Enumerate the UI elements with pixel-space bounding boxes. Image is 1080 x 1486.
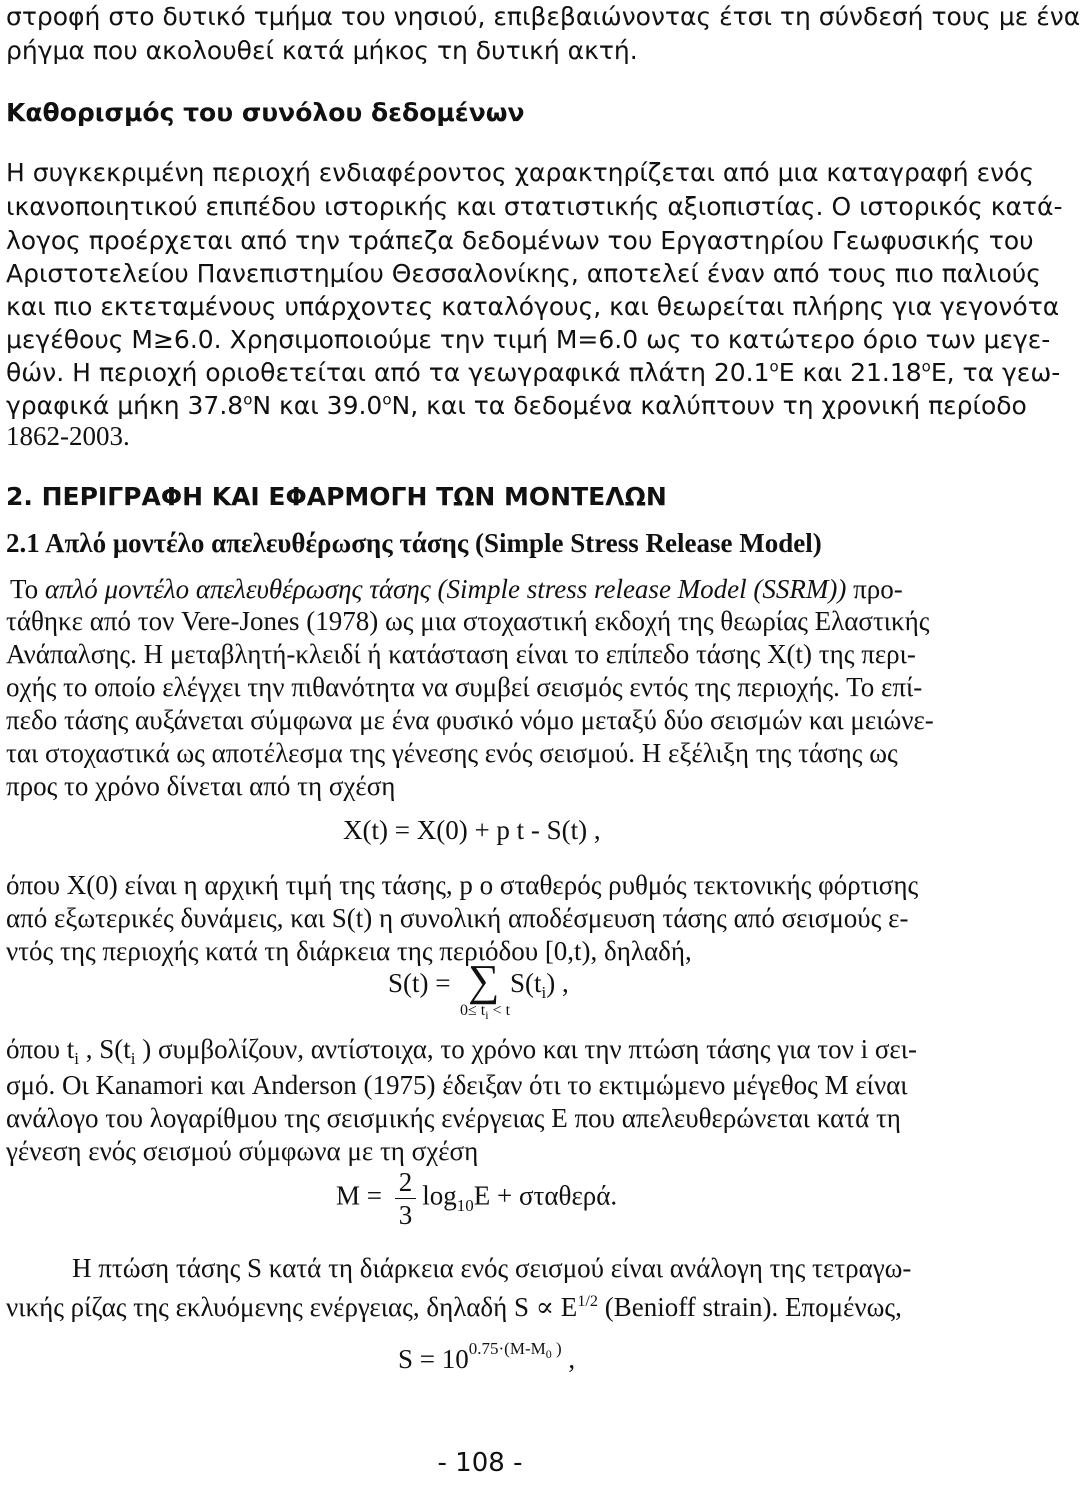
text-line: τάθηκε από τον Vere-Jones (1978) ως μια στοχαστική εκδοχή της θεωρίας Ελαστικής [6,606,930,636]
text-line: Η συγκεκριμένη περιοχή ενδιαφέροντος χαρακτηρίζεται από μια καταγραφή ενός [6,158,1035,187]
text-line: Το απλό μοντέλο απελευθέρωσης τάσης (Simple stress release Model (SSRM)) προ- [10,574,903,604]
text-line: Η πτώση τάσης S κατά τη διάρκεια ενός σεισμού είναι ανάλογη της τετραγω- [72,1253,912,1283]
text-line: μεγέθους M≥6.0. Χρησιμοποιούμε την τιμή M=6.0 ως το κατώτερο όριο των μεγε- [6,325,1051,354]
text-line: Ανάπαλσης. Η μεταβλητή-κλειδί ή κατάσταση είναι το επίπεδο τάσης X(t) της περι- [6,639,916,669]
equation-stress-evolution: X(t) = X(0) + p t - S(t) , [343,815,601,845]
equation-stress-drop: $S = 10^{0.75\cdot(M-M_0 )}$ , [398,1339,576,1374]
text-line: και πιο εκτεταμένους υπάρχοντες καταλόγους, και θεωρείται πλήρης για γεγονότα [6,292,1060,321]
text-line: όπου X(0) είναι η αρχική τιμή της τάσης, p ο σταθερός ρυθμός τεκτονικής φόρτισης [6,870,919,900]
text-line: 1862-2003. [6,421,130,451]
page-number: - 108 - [437,1448,523,1478]
text-line: οχής το οποίο ελέγχει την πιθανότητα να συμβεί σεισμός εντός της περιοχής. Το επί- [6,672,923,702]
text-line: ανάλογο του λογαρίθμου της σεισμικής ενέργειας E που απελευθερώνεται κατά τη [6,1103,901,1133]
text-line: νικής ρίζας της εκλυόμενης ενέργειας, δηλαδή $S \propto E^{1/2}$ (Benioff strain). Επομένως, [6,1292,902,1322]
subsection-heading: 2.1 Απλό μοντέλο απελευθέρωσης τάσης (Simple Stress Release Model) [6,528,822,558]
summation-limits: $0\le t_i < t$ [460,1002,511,1022]
text-line: σμό. Οι Kanamori και Anderson (1975) έδειξαν ότι το εκτιμώμενο μέγεθος M είναι [6,1070,908,1100]
text-line: στροφή στο δυτικό τμήμα του νησιού, επιβεβαιώνοντας έτσι τη σύνδεσή τους με ένα [6,2,1080,31]
text-line: ικανοποιητικού επιπέδου ιστορικής και στατιστικής αξιοπιστίας. Ο ιστορικός κατά- [6,192,1063,221]
summation-symbol: ∑ [468,956,500,1005]
fraction: $\frac{2}{3}$ [395,1166,417,1231]
text-line: ται στοχαστικά ως αποτέλεσμα της γένεσης ενός σεισμού. Η εξέλιξη της τάσης ως [6,738,898,768]
text-line: Αριστοτελείου Πανεπιστημίου Θεσσαλονίκης, αποτελεί έναν από τους πιο παλιούς [6,259,1041,288]
text-line: ρήγμα που ακολουθεί κατά μήκος τη δυτική ακτή. [6,36,638,65]
text-line: λογος προέρχεται από την τράπεζα δεδομένων του Εργαστηρίου Γεωφυσικής του [6,226,1034,255]
text-line: από εξωτερικές δυνάμεις, και S(t) η συνολική αποδέσμευση τάσης από σεισμούς ε- [6,903,909,933]
text-line: όπου $t_i$ , $S(t_i$ ) συμβολίζουν, αντίστοιχα, το χρόνο και την πτώση τάσης για τον i σει- [6,1034,917,1068]
text-line: ντός της περιοχής κατά τη διάρκεια της περιόδου [0,t), δηλαδή, [6,936,692,966]
subsection-heading: Καθορισμός του συνόλου δεδομένων [6,98,525,127]
text-line: προς το χρόνο δίνεται από τη σχέση [6,771,396,801]
section-heading: 2. ΠΕΡΙΓΡΑΦΗ ΚΑΙ ΕΦΑΡΜΟΓΗ ΤΩΝ ΜΟΝΤΕΛΩΝ [6,482,667,511]
text-line: θών. Η περιοχή οριοθετείται από τα γεωγραφικά πλάτη 20.1$^o$E και 21.18$^o$E, τα γεω- [6,357,1061,387]
text-line: πεδο τάσης αυξάνεται σύμφωνα με ένα φυσικό νόμο μεταξύ δύο σεισμών και μειώνε- [6,705,934,735]
document-page: στροφή στο δυτικό τμήμα του νησιού, επιβεβαιώνοντας έτσι τη σύνδεσή τους με ένα ρήγμα που ακολουθεί κατά μήκος τη δυτική ακτή. Καθορισμός του συνόλου δεδομένων Η συγκεκριμένη περιοχή ενδιαφέροντος χαρακτηρίζεται από μια καταγραφή ενός ικανοποιητικού επιπέδου ιστορικής και στατιστικής αξιοπιστίας. Ο ιστορικός κατά- λογος προέρχεται από την τράπεζα δεδομένων του Εργαστηρίου Γεωφυσικής του Αριστοτελείου Πανεπιστημίου Θεσσαλονίκης, αποτελεί έναν από τους πιο παλιούς και πιο εκτεταμένους υπάρχοντες καταλόγους, και θεωρείται πλήρης για γεγονότα μεγέθους M≥6.0. Χρησιμοποιούμε την τιμή M=6.0 ως το κατώτερο όριο των μεγε- θών. Η περιοχή οριοθετείται από τα γεωγραφικά πλάτη 20.1$^o$E και 21.18$^o$E, τα γεω- γραφικά μήκη 37.8$^o$N και 39.0$^o$N, και τα δεδομένα καλύπτουν τη χρονική περίοδο 1862-2003. 2. ΠΕΡΙΓΡΑΦΗ ΚΑΙ ΕΦΑΡΜΟΓΗ ΤΩΝ ΜΟΝΤΕΛΩΝ 2.1 Απλό μοντέλο απελευθέρωσης τάσης (Simple Stress Release Model) Το απλό μοντέλο απελευθέρωσης τάσης (Simple stress release Model (SSRM)) προ- τάθηκε από τον Vere-Jones (1978) ως μια στοχαστική εκδοχή της θεωρίας Ελαστικής Ανάπαλσης. Η μεταβλητή-κλειδί ή κατάσταση είναι το επίπεδο τάσης X(t) της περι- οχής το οποίο ελέγχει την πιθανότητα να συμβεί σεισμός εντός της περιοχής. Το επί- πεδο τάσης αυξάνεται σύμφωνα με ένα φυσικό νόμο μεταξύ δύο σεισμών και μειώνε- ται στοχαστικά ως αποτέλεσμα της γένεσης ενός σεισμού. Η εξέλιξη της τάσης ως προς το χρόνο δίνεται από τη σχέση X(t) = X(0) + p t - S(t) , όπου X(0) είναι η αρχική τιμή της τάσης, p ο σταθερός ρυθμός τεκτονικής φόρτισης από εξωτερικές δυνάμεις, και S(t) η συνολική αποδέσμευση τάσης από σεισμούς ε- ντός της περιοχής κατά τη διάρκεια της περιόδου [0,t), δηλαδή, S(t) = ∑ $S(t_i)$ , $0\le t_i < t$ όπου $t_i$ , $S(t_i$ ) συμβολίζουν, αντίστοιχα, το χρόνο και την πτώση τάσης για τον i σει- σμό. Οι Kanamori και Anderson (1975) έδειξαν ότι το εκτιμώμενο μέγεθος M είναι ανάλογο του λογαρίθμου της σεισμικής ενέργειας E που απελευθερώνεται κατά τη γένεση ενός σεισμού σύμφωνα με τη σχέση M = $\frac{2}{3}$ $\log_{10}E + \sigma\tau\alpha\theta\varepsilon\rho ά$. Η πτώση τάσης S κατά τη διάρκεια ενός σεισμού είναι ανάλογη της τετραγω- νικής ρίζας της εκλυόμενης ενέργειας, δηλαδή $S \propto E^{1/2}$ (Benioff strain). Επομένως, $S = 10^{0.75\cdot(M-M_0 )}$ , - 108 - [0,0,960,1486]
text-line: γένεση ενός σεισμού σύμφωνα με τη σχέση [6,1136,479,1166]
equation-magnitude-energy: M = $\frac{2}{3}$ $\log_{10}E + \sigma\tau\alpha\theta\varepsilon\rho ά$. [336,1167,618,1230]
text-line: γραφικά μήκη 37.8$^o$N και 39.0$^o$N, και τα δεδομένα καλύπτουν τη χρονική περίοδο [6,390,1027,420]
